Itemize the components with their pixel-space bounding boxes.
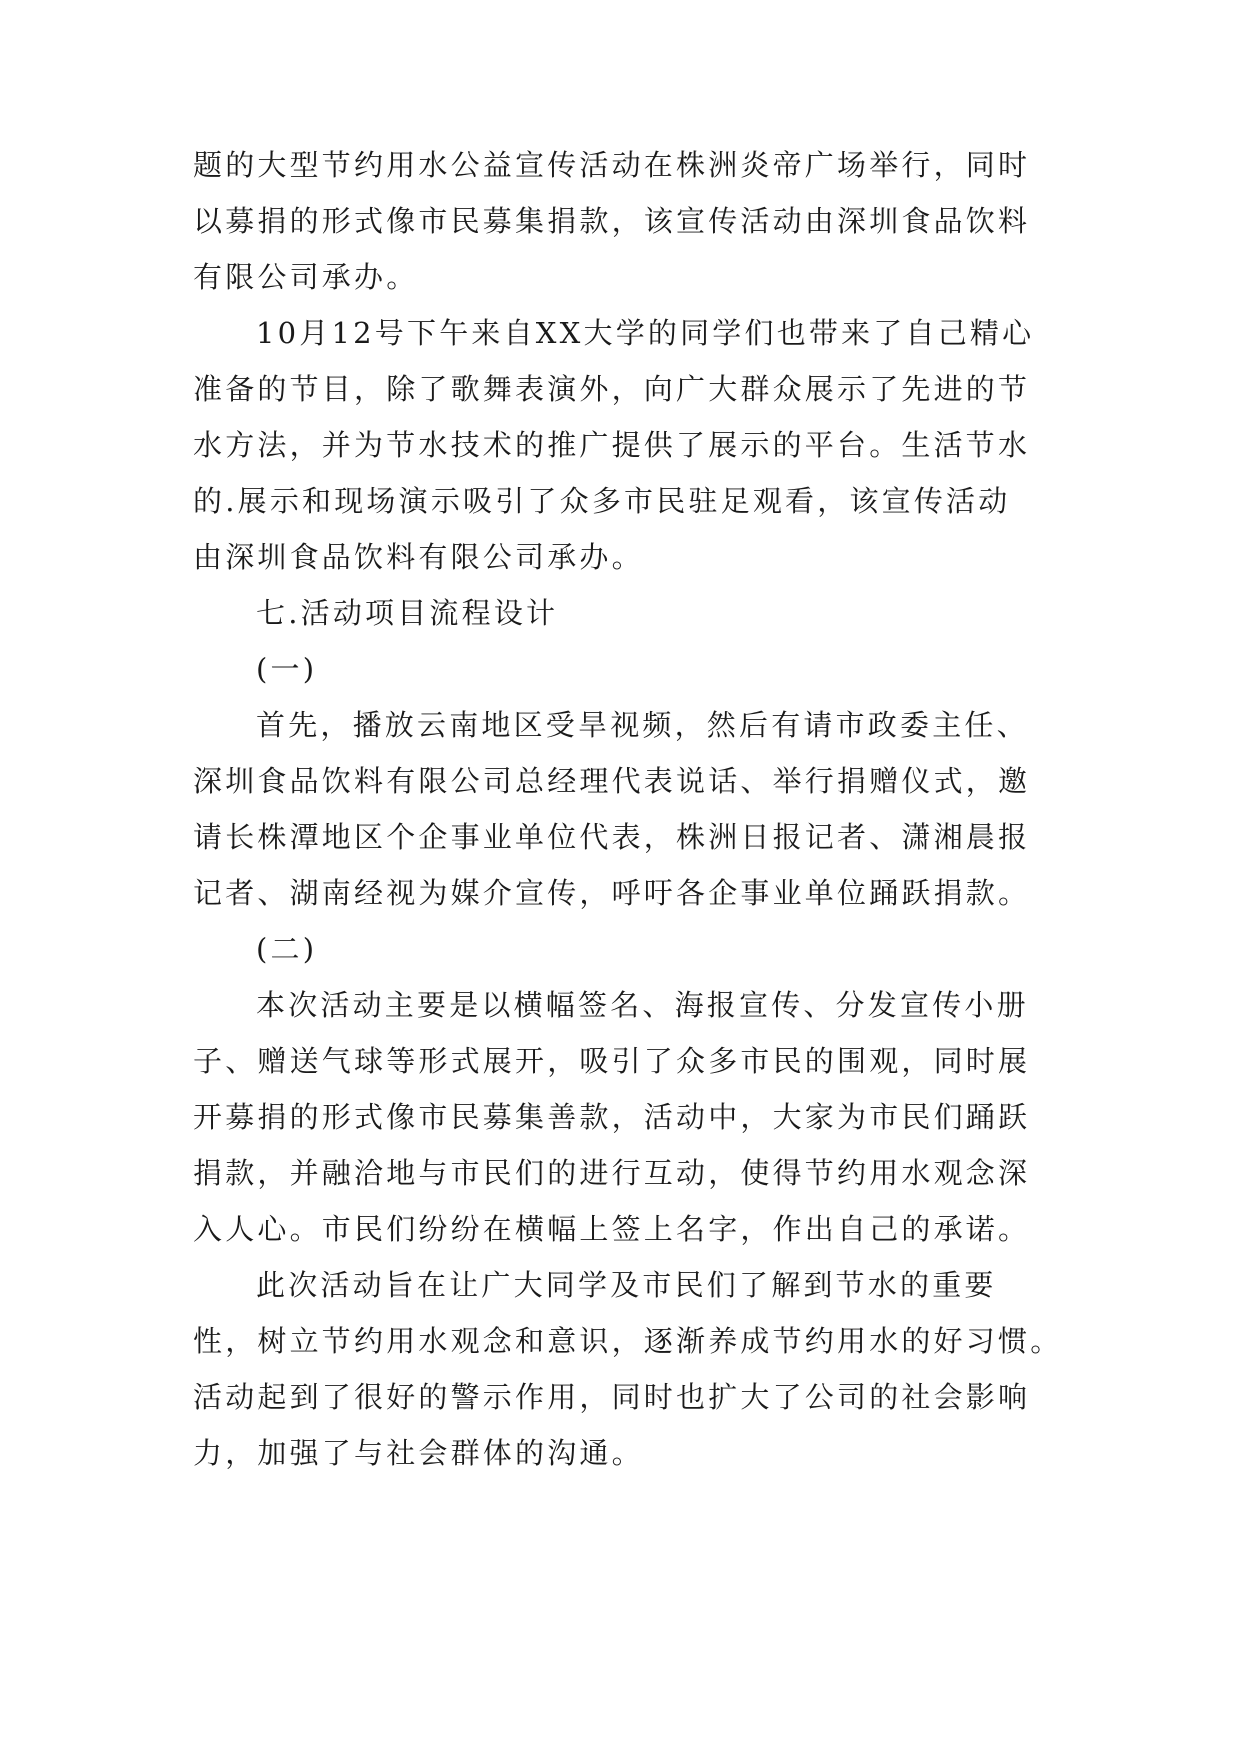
text-line-22: 性，树立节约用水观念和意识，逐渐养成节约用水的好习惯。 — [193, 1324, 1063, 1358]
text-line-4: 10月12号下午来自XX大学的同学们也带来了自己精心 — [256, 316, 1035, 350]
section-heading: 七.活动项目流程设计 — [256, 596, 559, 630]
text-line-1: 题的大型节约用水公益宣传活动在株洲炎帝广场举行，同时 — [193, 148, 1031, 182]
text-line-12: 深圳食品饮料有限公司总经理代表说话、举行捐赠仪式，邀 — [193, 764, 1031, 798]
text-line-7: 的.展示和现场演示吸引了众多市民驻足观看，该宣传活动 — [193, 484, 1011, 518]
text-line-13: 请长株潭地区个企事业单位代表，株洲日报记者、潇湘晨报 — [193, 820, 1031, 854]
text-line-3: 有限公司承办。 — [193, 260, 419, 294]
text-line-23: 活动起到了很好的警示作用，同时也扩大了公司的社会影响 — [193, 1380, 1031, 1414]
text-line-16: 本次活动主要是以横幅签名、海报宣传、分发宣传小册 — [256, 988, 1029, 1022]
text-line-2: 以募捐的形式像市民募集捐款，该宣传活动由深圳食品饮料 — [193, 204, 1031, 238]
text-line-11: 首先，播放云南地区受旱视频，然后有请市政委主任、 — [256, 708, 1029, 742]
text-line-17: 子、赠送气球等形式展开，吸引了众多市民的围观，同时展 — [193, 1044, 1031, 1078]
text-line-19: 捐款，并融洽地与市民们的进行互动，使得节约用水观念深 — [193, 1156, 1031, 1190]
text-line-14: 记者、湖南经视为媒介宣传，呼吁各企事业单位踊跃捐款。 — [193, 876, 1031, 910]
text-line-8: 由深圳食品饮料有限公司承办。 — [193, 540, 644, 574]
subsection-marker-2: (二) — [256, 932, 318, 966]
text-line-20: 入人心。市民们纷纷在横幅上签上名字，作出自己的承诺。 — [193, 1212, 1031, 1246]
subsection-marker-1: (一) — [256, 652, 318, 686]
text-line-24: 力，加强了与社会群体的沟通。 — [193, 1436, 644, 1470]
text-line-21: 此次活动旨在让广大同学及市民们了解到节水的重要 — [256, 1268, 997, 1302]
text-line-5: 准备的节目，除了歌舞表演外，向广大群众展示了先进的节 — [193, 372, 1031, 406]
text-line-6: 水方法，并为节水技术的推广提供了展示的平台。生活节水 — [193, 428, 1031, 462]
text-line-18: 开募捐的形式像市民募集善款，活动中，大家为市民们踊跃 — [193, 1100, 1031, 1134]
